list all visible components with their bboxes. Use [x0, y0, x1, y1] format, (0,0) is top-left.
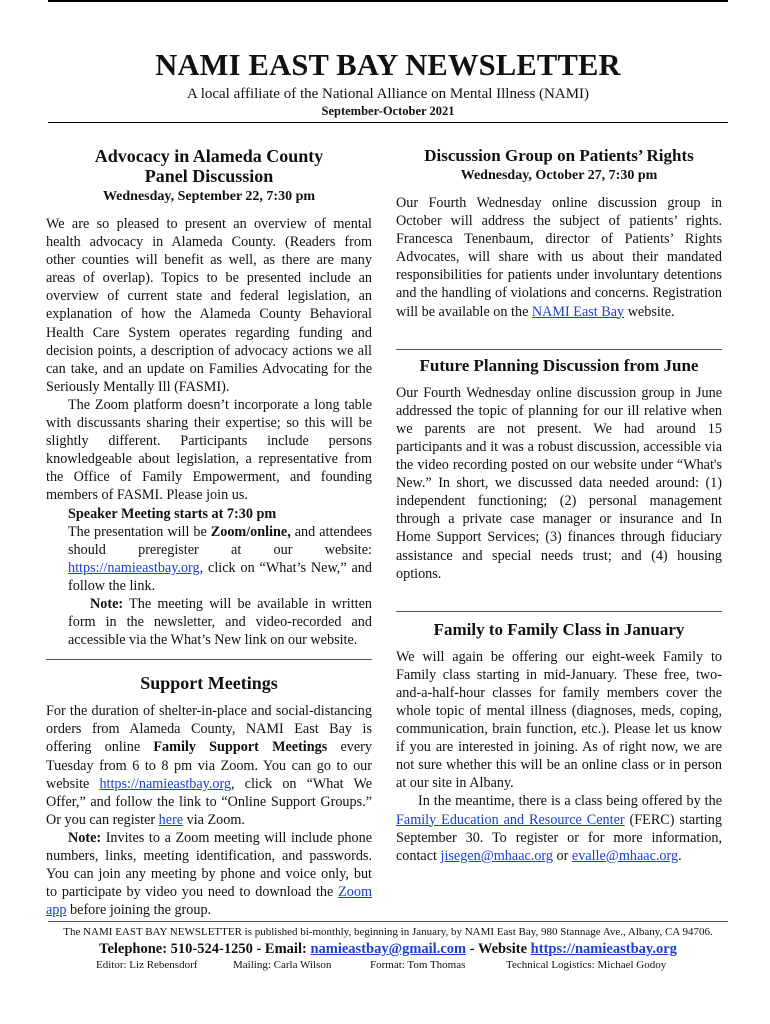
- logistics-credit: Technical Logistics: Michael Godoy: [506, 959, 667, 971]
- planning-heading: Future Planning Discussion from June: [419, 355, 699, 375]
- register-here-link[interactable]: here: [158, 811, 184, 828]
- format-credit: Format: Tom Thomas: [370, 959, 466, 971]
- family-paragraph-2: In the meantime, there is a class being offered by the Family Education and Resource Center (FERC) starting September 30. To register or for more information, contact jisegen@mhaac.org or evalle@mhaac.org.: [396, 793, 722, 864]
- advocacy-note: Note: The meeting will be available in written form in the newsletter, and video-recorded and accessible via the What’s New link on our website.: [68, 595, 372, 649]
- family-heading: Family to Family Class in January: [433, 619, 685, 639]
- nami-east-bay-link[interactable]: NAMI East Bay: [531, 303, 625, 320]
- rights-paragraph: Our Fourth Wednesday online discussion group in October will address the subject of patients’ rights. Francesca Tenenbaum, director of Patients’ Rights Advocates, will share with us about their mandated responsibilities for patients under involuntary detentions and the handling of violations and concerns. Registration will be available on the NAMI East Bay website.: [396, 195, 722, 320]
- advocacy-article: [46, 146, 372, 649]
- advocacy-paragraph-1: We are so pleased to present an overview of mental health advocacy in Alameda County. (Readers from other counties will benefit as well, as there are many areas of overlap). Topics to be presented include an overview of current state and federal legislation, an explanation of how the Alameda County Behavioral Health Care System operates regarding funding and decision points, a description of advocacy actions we all can take, and an update on Families Advocating for the Seriously Mentally Ill (FASMI).: [46, 216, 372, 395]
- zoom-app-link[interactable]: Zoom app: [46, 884, 372, 919]
- rights-date: Wednesday, October 27, 7:30 pm: [460, 168, 658, 183]
- newsletter-title: NAMI EAST BAY NEWSLETTER: [155, 48, 621, 82]
- namieastbay-link[interactable]: https://namieastbay.org: [99, 775, 232, 792]
- masthead: [48, 0, 728, 123]
- support-heading: Support Meetings: [140, 673, 278, 694]
- advocacy-paragraph-2: The Zoom platform doesn’t incorporate a long table with discussants sharing their expertise; so this will be slightly different. Participants include persons knowledgeable about legislation, a representative from the Office of Family Empowerment, and founding members of FASMI. Please join us.: [46, 396, 372, 504]
- left-column: [46, 146, 372, 919]
- website-link[interactable]: https://namieastbay.org: [530, 941, 677, 957]
- newsletter-subtitle: A local affiliate of the National Alliance on Mental Illness (NAMI): [186, 86, 590, 102]
- issue-date: September-October 2021: [321, 104, 455, 118]
- editor-credit: Editor: Liz Rebensdorf: [96, 959, 198, 971]
- right-column: [396, 146, 722, 865]
- advocacy-date: Wednesday, September 22, 7:30 pm: [102, 189, 316, 204]
- jisegen-email-link[interactable]: jisegen@mhaac.org: [440, 847, 553, 864]
- presentation-paragraph: The presentation will be Zoom/online, and attendees should preregister at our website: https://namieastbay.org, click on “What’s New,” and follow the link.: [68, 523, 372, 594]
- support-article: [46, 673, 372, 919]
- speaker-meeting-time: Speaker Meeting starts at 7:30 pm: [68, 505, 277, 522]
- email-link[interactable]: namieastbay@gmail.com: [310, 941, 467, 957]
- support-note: Note: Invites to a Zoom meeting will include phone numbers, links, meeting identification, and passwords. You can join any meeting by phone and voice only, but to participate by video you need to download the Zoom app before joining the group.: [46, 829, 372, 919]
- family-paragraph-1: We will again be offering our eight-week Family to Family class starting in mid-January. These free, two-and-a-half-hour classes for family members cover the whole topic of mental illness (diagnoses, meds, coping, communication, brain function, etc.). Please let us know if you are interested in joining. As of right now, we are not sure whether this will be an online class or in person at our site in Albany.: [396, 648, 722, 792]
- advocacy-meeting-block: [46, 505, 372, 650]
- section-divider: [396, 349, 722, 350]
- family-article: [396, 620, 722, 865]
- planning-paragraph: Our Fourth Wednesday online discussion group in June addressed the topic of planning for our ill relative when we parents are not present. We had around 15 participants and it was a robust discussion, accessible via the video recording posted on our website under “What's New.” In short, we discussed data needed around: (1) independent functioning; (2) personal management through a private case manager or insurance and In Home Support Services; (3) finances through fiduciary assistance and special needs trust; and (4) housing options.: [396, 384, 722, 582]
- rights-article: [396, 146, 722, 321]
- contact-line: Telephone: 510-524-1250 - Email: namieastbay@gmail.com - Website https://namieastbay.org: [99, 941, 677, 957]
- mailing-credit: Mailing: Carla Wilson: [233, 959, 332, 971]
- ferc-link[interactable]: Family Education and Resource Center: [396, 811, 625, 828]
- rights-heading: Discussion Group on Patients’ Rights: [424, 146, 694, 165]
- planning-article: [396, 356, 722, 583]
- namieastbay-link[interactable]: https://namieastbay.org: [68, 559, 200, 576]
- evalle-email-link[interactable]: evalle@mhaac.org: [571, 847, 679, 864]
- footer-divider: [48, 921, 728, 922]
- section-divider: [396, 611, 722, 612]
- support-paragraph: For the duration of shelter-in-place and social-distancing orders from Alameda County, NAMI East Bay is offering online Family Support Meetings every Tuesday from 6 to 8 pm via Zoom. You can go to our website https://namieastbay.org, click on “What We Offer,” and follow the link to “Online Support Groups.” Or you can register here via Zoom.: [46, 703, 373, 828]
- publication-notice: The NAMI EAST BAY NEWSLETTER is published bi-monthly, beginning in January, by NAMI East Bay, 980 Stannage Ave., Albany, CA 94706.: [63, 926, 713, 938]
- advocacy-heading: Advocacy in Alameda County Panel Discussion: [94, 146, 324, 186]
- section-divider: [46, 659, 372, 660]
